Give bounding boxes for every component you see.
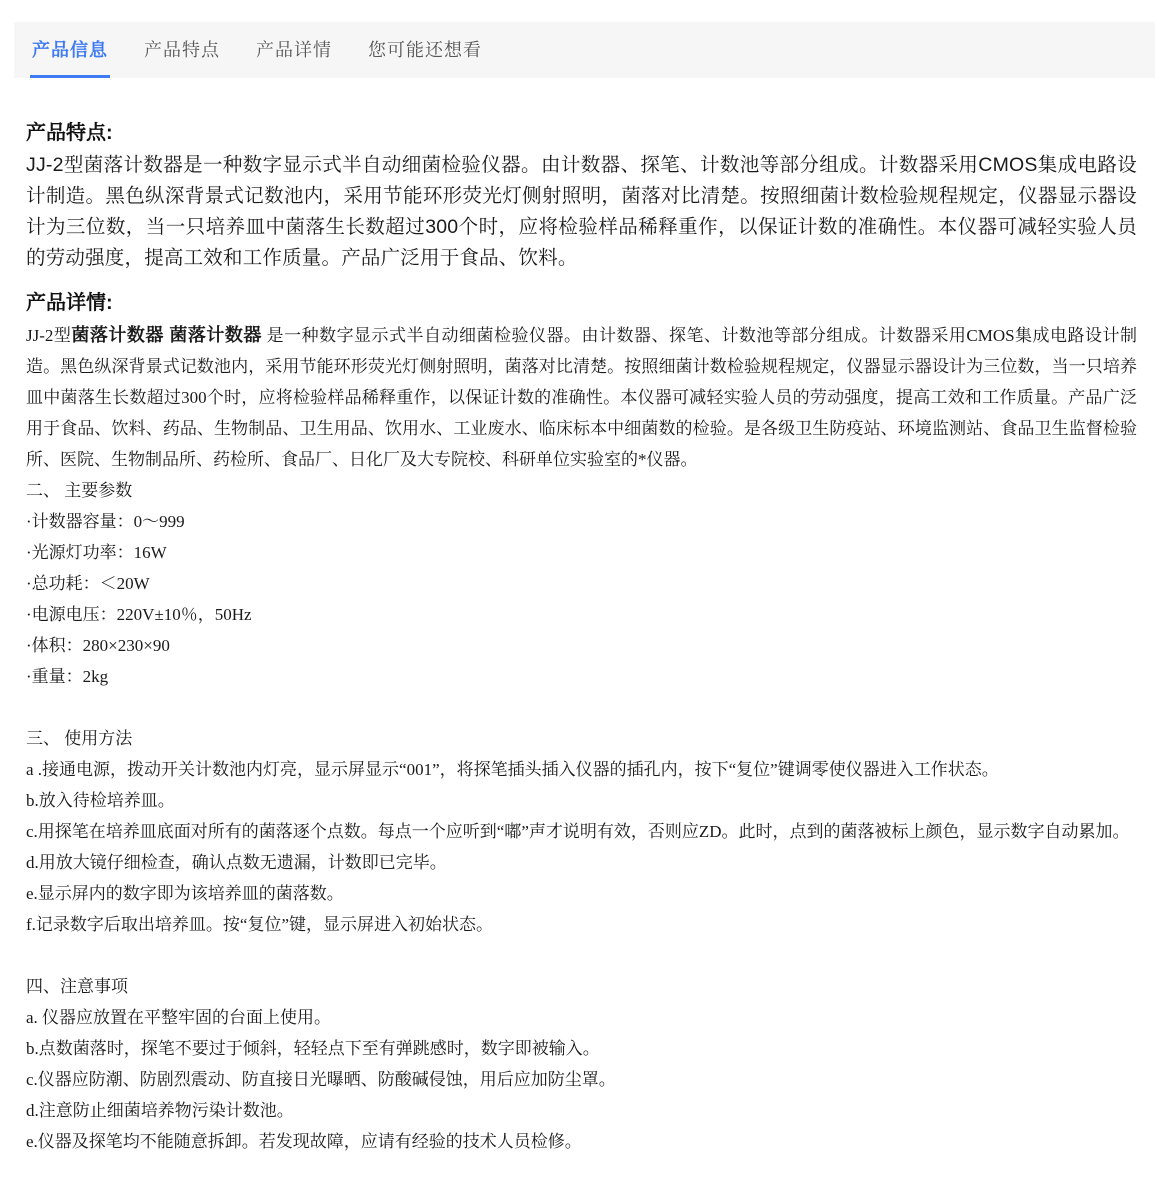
detail-model-prefix: JJ-2型 (26, 326, 72, 345)
param-total-power: ·总功耗：＜20W (26, 574, 150, 593)
note-item-a: a. 仪器应放置在平整牢固的台面上使用。 (26, 1008, 332, 1027)
product-content (0, 78, 1155, 1157)
usage-step-d: d.用放大镜仔细检查，确认点数无遗漏，计数即已完毕。 (26, 853, 447, 872)
params-heading: 二、 主要参数 (26, 481, 133, 500)
detail-paragraph-rest: 是一种数字显示式半自动细菌检验仪器。由计数器、探笔、计数池等部分组成。计数器采用CMOS集成电路设计制造。黑色纵深背景式记数池内，采用节能环形荧光灯侧射照明，菌落对比清楚。按照细菌计数检验规程规定，仪器显示器设计为三位数，当一只培养皿中菌落生长数超过300个时，应将检验样品稀释重作，以保证计数的准确性。本仪器可减轻实验人员的劳动强度，提高工效和工作质量。产品广泛用于食品、饮料、药品、生物制品、卫生用品、饮用水、工业废水、临床标本中细菌数的检验。是各级卫生防疫站、环境监测站、食品卫生监督检验所、医院、生物制品所、药检所、食品厂、日化厂及大专院校、科研单位实验室的*仪器。 (26, 326, 1138, 469)
usage-heading: 三、 使用方法 (26, 729, 133, 748)
usage-step-f: f.记录数字后取出培养皿。按“复位”键，显示屏进入初始状态。 (26, 915, 494, 934)
detail-section-heading: 产品详情: (26, 292, 113, 314)
param-voltage: ·电源电压：220V±10％，50Hz (26, 605, 252, 624)
product-detail-page (0, 22, 1155, 1188)
tab-product-details[interactable]: 产品详情 (256, 39, 332, 60)
note-item-e: e.仪器及探笔均不能随意拆卸。若发现故障，应请有经验的技术人员检修。 (26, 1132, 582, 1151)
tab-product-info[interactable]: 产品信息 (30, 22, 110, 78)
usage-step-b: b.放入待检培养皿。 (26, 791, 175, 810)
param-counter-capacity: ·计数器容量：0～999 (26, 512, 185, 531)
section-spacer (26, 692, 1137, 723)
detail-paragraph (26, 320, 1137, 475)
tab-product-features[interactable]: 产品特点 (144, 39, 220, 60)
param-weight: ·重量：2kg (26, 667, 109, 686)
param-lamp-power: ·光源灯功率：16W (26, 543, 167, 562)
feature-section-heading: 产品特点: (26, 122, 113, 144)
product-tab-bar (14, 22, 1155, 78)
note-item-c: c.仪器应防潮、防剧烈震动、防直接日光曝晒、防酸碱侵蚀，用后应加防尘罩。 (26, 1070, 616, 1089)
section-spacer (26, 940, 1137, 971)
note-item-b: b.点数菌落时，探笔不要过于倾斜，轻轻点下至有弹跳感时，数字即被输入。 (26, 1039, 600, 1058)
usage-step-c: c.用探笔在培养皿底面对所有的菌落逐个点数。每点一个应听到“嘟”声才说明有效，否则应ZD。此时，点到的菌落被标上颜色，显示数字自动累加。 (26, 822, 1130, 841)
notes-heading: 四、注意事项 (26, 977, 128, 996)
tab-you-may-also-like[interactable]: 您可能还想看 (368, 39, 482, 60)
usage-step-a: a .接通电源，拨动开关计数池内灯亮，显示屏显示“001”，将探笔插头插入仪器的插孔内，按下“复位”键调零使仪器进入工作状态。 (26, 760, 999, 779)
feature-paragraph: JJ-2型菌落计数器是一种数字显示式半自动细菌检验仪器。由计数器、探笔、计数池等部分组成。计数器采用CMOS集成电路设计制造。黑色纵深背景式记数池内，采用节能环形荧光灯侧射照明，菌落对比清楚。按照细菌计数检验规程规定，仪器显示器设计为三位数，当一只培养皿中菌落生长数超过300个时，应将检验样品稀释重作，以保证计数的准确性。本仪器可减轻实验人员的劳动强度，提高工效和工作质量。产品广泛用于食品、饮料。 (26, 154, 1137, 269)
note-item-d: d.注意防止细菌培养物污染计数池。 (26, 1101, 294, 1120)
detail-product-name-bold: 菌落计数器 菌落计数器 (71, 325, 262, 345)
param-dimensions: ·体积：280×230×90 (26, 636, 170, 655)
usage-step-e: e.显示屏内的数字即为该培养皿的菌落数。 (26, 884, 344, 903)
